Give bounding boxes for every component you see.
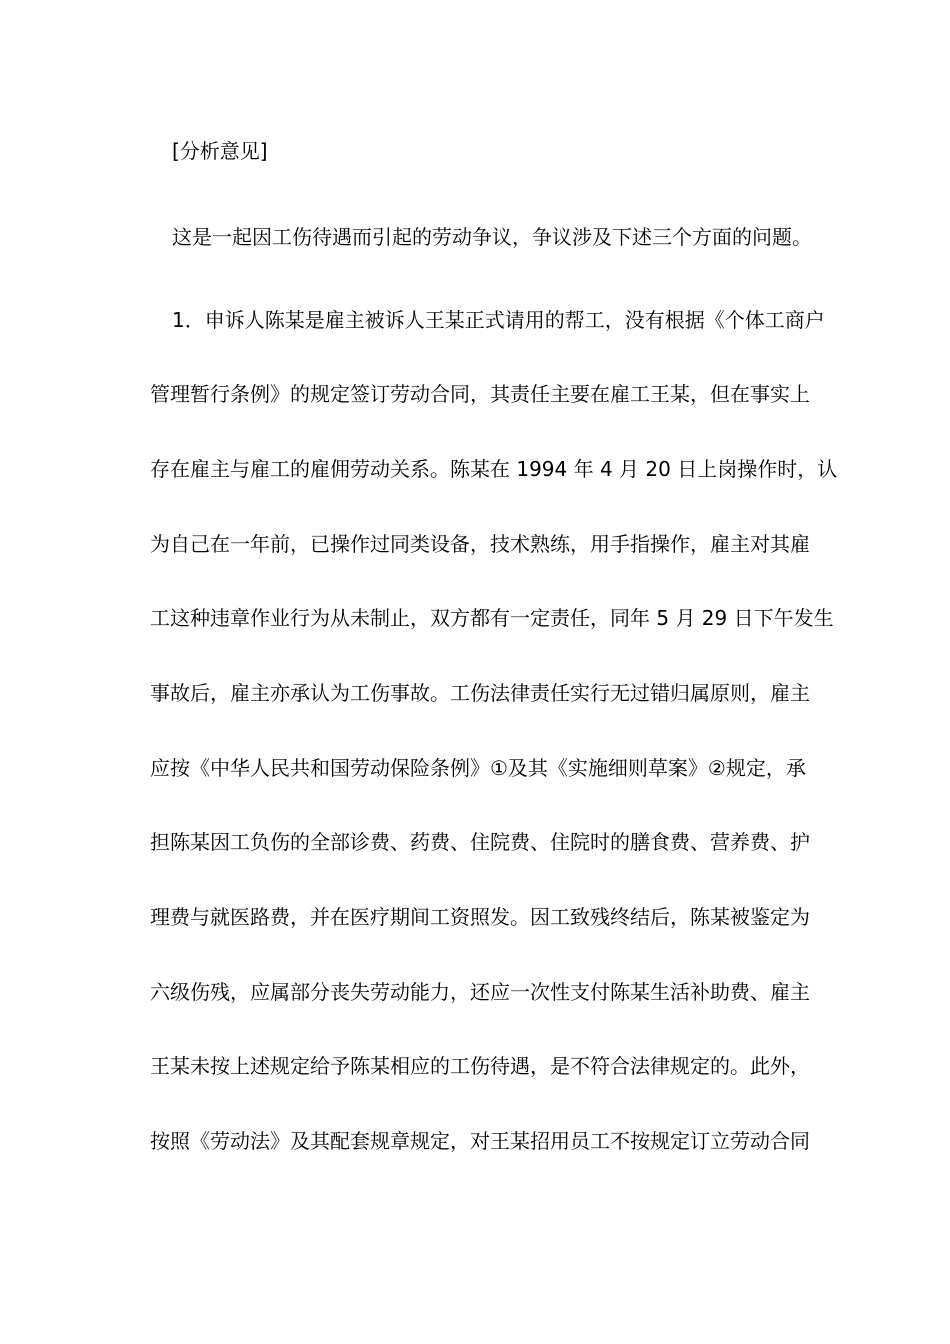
paragraph-line: 王某未按上述规定给予陈某相应的工伤待遇，是不符合法律规定的。此外，	[150, 1054, 810, 1078]
paragraph-line: 管理暂行条例》的规定签订劳动合同，其责任主要在雇工王某，但在事实上	[150, 382, 810, 406]
paragraph-line: 应按《中华人民共和国劳动保险条例》①及其《实施细则草案》②规定，承	[150, 756, 806, 780]
paragraph-line: 存在雇主与雇工的雇佣劳动关系。陈某在 1994 年 4 月 20 日上岗操作时，认	[150, 457, 838, 481]
paragraph-line: 工这种违章作业行为从未制止，双方都有一定责任，同年 5 月 29 日下午发生	[150, 606, 834, 630]
paragraph-line: 理费与就医路费，并在医疗期间工资照发。因工致残终结后，陈某被鉴定为	[150, 905, 810, 929]
intro-sentence: 这是一起因工伤待遇而引起的劳动争议，争议涉及下述三个方面的问题。	[172, 225, 812, 249]
paragraph-line: 六级伤残，应属部分丧失劳动能力，还应一次性支付陈某生活补助费、雇主	[150, 980, 810, 1004]
paragraph-line: 担陈某因工负伤的全部诊费、药费、住院费、住院时的膳食费、营养费、护	[150, 830, 810, 854]
section-heading: [分析意见]	[172, 139, 268, 163]
paragraph-line: 1．申诉人陈某是雇主被诉人王某正式请用的帮工，没有根据《个体工商户	[172, 308, 825, 332]
paragraph-line: 为自己在一年前，已操作过同类设备，技术熟练，用手指操作，雇主对其雇	[150, 532, 810, 556]
paragraph-line: 按照《劳动法》及其配套规章规定，对王某招用员工不按规定订立劳动合同	[150, 1129, 810, 1153]
paragraph-line: 事故后，雇主亦承认为工伤事故。工伤法律责任实行无过错归属原则，雇主	[150, 681, 810, 705]
